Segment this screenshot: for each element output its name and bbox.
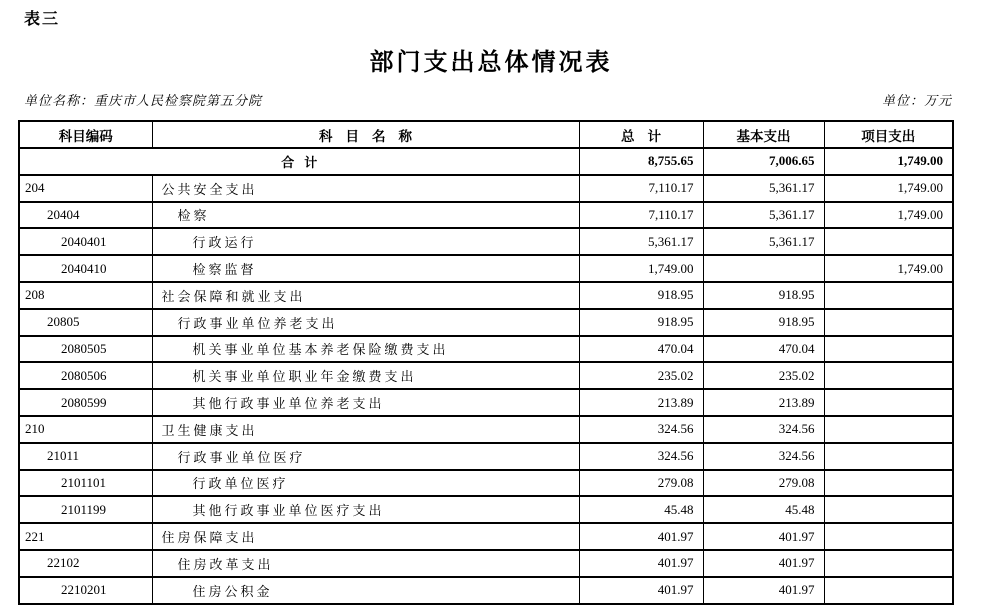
total-value-cell: 324.56 [579, 416, 703, 443]
table-row [19, 309, 953, 336]
subject-code-cell: 2040401 [19, 228, 152, 255]
col-header-subject-code: 科目编码 [19, 121, 152, 148]
project-value-cell [824, 336, 953, 363]
table-header-row [19, 121, 953, 148]
expenditure-table [18, 120, 954, 605]
subject-code-cell: 21011 [19, 443, 152, 470]
basic-value-cell: 45.48 [703, 496, 824, 523]
grand-total-label: 合计 [19, 148, 579, 175]
table-row [19, 443, 953, 470]
subject-name-cell: 机关事业单位职业年金缴费支出 [152, 362, 579, 389]
basic-value-cell: 918.95 [703, 282, 824, 309]
basic-value-cell: 470.04 [703, 336, 824, 363]
subject-code-cell: 210 [19, 416, 152, 443]
unit-name-label: 单位名称：重庆市人民检察院第五分院 [24, 93, 263, 108]
table-row [19, 255, 953, 282]
basic-value-cell: 324.56 [703, 416, 824, 443]
subject-code-cell: 208 [19, 282, 152, 309]
subject-name-cell: 检察 [152, 202, 579, 229]
subject-code-cell: 221 [19, 523, 152, 550]
project-value-cell: 1,749.00 [824, 175, 953, 202]
total-value-cell: 401.97 [579, 523, 703, 550]
grand-total-project-cell: 1,749.00 [824, 148, 953, 175]
subject-name-cell: 其他行政事业单位医疗支出 [152, 496, 579, 523]
table-row [19, 523, 953, 550]
col-header-subject-name: 科目名称 [152, 121, 579, 148]
page-title: 部门支出总体情况表 [369, 49, 613, 76]
basic-value-cell: 5,361.17 [703, 202, 824, 229]
total-value-cell: 401.97 [579, 577, 703, 604]
subject-name-cell: 行政事业单位医疗 [152, 443, 579, 470]
subject-name-cell: 其他行政事业单位养老支出 [152, 389, 579, 416]
basic-value-cell [703, 255, 824, 282]
subject-name-cell: 卫生健康支出 [152, 416, 579, 443]
grand-total-total-cell: 8,755.65 [579, 148, 703, 175]
subject-code-cell: 2040410 [19, 255, 152, 282]
meta-row [24, 90, 952, 109]
subject-code-cell: 2101101 [19, 470, 152, 497]
basic-value-cell: 324.56 [703, 443, 824, 470]
project-value-cell [824, 228, 953, 255]
project-value-cell [824, 416, 953, 443]
project-value-cell [824, 362, 953, 389]
table-row [19, 389, 953, 416]
basic-value-cell: 213.89 [703, 389, 824, 416]
project-value-cell: 1,749.00 [824, 202, 953, 229]
subject-code-cell: 2210201 [19, 577, 152, 604]
project-value-cell [824, 496, 953, 523]
basic-value-cell: 235.02 [703, 362, 824, 389]
project-value-cell [824, 470, 953, 497]
subject-name-cell: 检察监督 [152, 255, 579, 282]
subject-name-cell: 社会保障和就业支出 [152, 282, 579, 309]
basic-value-cell: 5,361.17 [703, 175, 824, 202]
table-row [19, 496, 953, 523]
basic-value-cell: 401.97 [703, 577, 824, 604]
table-row [19, 416, 953, 443]
subject-name-cell: 公共安全支出 [152, 175, 579, 202]
table-row [19, 336, 953, 363]
subject-name-cell: 机关事业单位基本养老保险缴费支出 [152, 336, 579, 363]
subject-code-cell: 2101199 [19, 496, 152, 523]
total-value-cell: 401.97 [579, 550, 703, 577]
total-value-cell: 279.08 [579, 470, 703, 497]
project-value-cell [824, 282, 953, 309]
table-row [19, 362, 953, 389]
total-value-cell: 7,110.17 [579, 175, 703, 202]
total-value-cell: 5,361.17 [579, 228, 703, 255]
subject-name-cell: 行政运行 [152, 228, 579, 255]
col-header-project-expenditure: 项目支出 [824, 121, 953, 148]
basic-value-cell: 5,361.17 [703, 228, 824, 255]
total-value-cell: 918.95 [579, 309, 703, 336]
table-body [19, 148, 953, 604]
total-value-cell: 235.02 [579, 362, 703, 389]
subject-code-cell: 204 [19, 175, 152, 202]
total-value-cell: 324.56 [579, 443, 703, 470]
subject-code-cell: 22102 [19, 550, 152, 577]
project-value-cell [824, 550, 953, 577]
total-value-cell: 470.04 [579, 336, 703, 363]
subject-code-cell: 20404 [19, 202, 152, 229]
subject-code-cell: 2080505 [19, 336, 152, 363]
grand-total-basic-cell: 7,006.65 [703, 148, 824, 175]
project-value-cell [824, 443, 953, 470]
table-number-label: 表三 [24, 11, 61, 28]
subject-code-cell: 2080599 [19, 389, 152, 416]
table-row [19, 470, 953, 497]
project-value-cell [824, 309, 953, 336]
total-value-cell: 1,749.00 [579, 255, 703, 282]
col-header-total: 总计 [579, 121, 703, 148]
unit-of-measure-label: 单位：万元 [881, 93, 952, 108]
total-value-cell: 918.95 [579, 282, 703, 309]
table-row [19, 202, 953, 229]
subject-name-cell: 行政事业单位养老支出 [152, 309, 579, 336]
table-row [19, 550, 953, 577]
subject-name-cell: 住房保障支出 [152, 523, 579, 550]
subject-code-cell: 2080506 [19, 362, 152, 389]
table-row [19, 577, 953, 604]
total-value-cell: 7,110.17 [579, 202, 703, 229]
project-value-cell: 1,749.00 [824, 255, 953, 282]
project-value-cell [824, 389, 953, 416]
basic-value-cell: 918.95 [703, 309, 824, 336]
subject-name-cell: 住房公积金 [152, 577, 579, 604]
basic-value-cell: 279.08 [703, 470, 824, 497]
col-header-basic-expenditure: 基本支出 [703, 121, 824, 148]
subject-name-cell: 住房改革支出 [152, 550, 579, 577]
subject-code-cell: 20805 [19, 309, 152, 336]
project-value-cell [824, 523, 953, 550]
total-value-cell: 213.89 [579, 389, 703, 416]
subject-name-cell: 行政单位医疗 [152, 470, 579, 497]
basic-value-cell: 401.97 [703, 550, 824, 577]
project-value-cell [824, 577, 953, 604]
basic-value-cell: 401.97 [703, 523, 824, 550]
grand-total-row [19, 148, 953, 175]
table-row [19, 175, 953, 202]
table-row [19, 228, 953, 255]
table-row [19, 282, 953, 309]
total-value-cell: 45.48 [579, 496, 703, 523]
